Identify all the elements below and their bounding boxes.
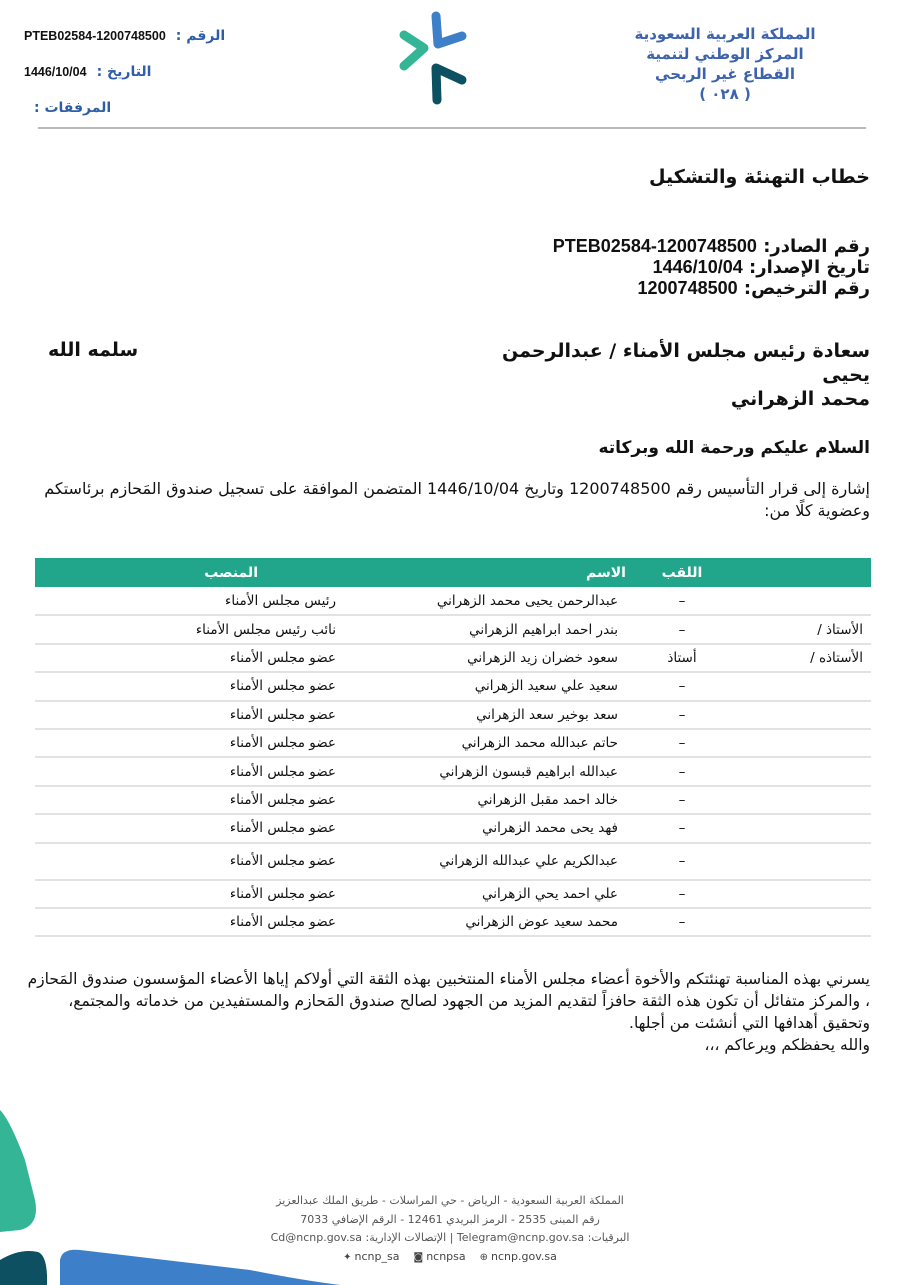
ref-number-label: الرقم : <box>175 28 226 44</box>
globe-icon: ⊕ <box>479 1251 489 1263</box>
instagram-icon: ◙ <box>413 1251 424 1263</box>
cell-title: – <box>638 615 726 643</box>
greeting: السلام عليكم ورحمة الله وبركاته <box>598 438 870 458</box>
cell-position: رئيس مجلس الأمناء <box>35 587 348 615</box>
telegram-link[interactable]: Telegram@ncnp.gov.sa <box>456 1231 585 1244</box>
cell-name: سعد بوخير سعد الزهراني <box>348 701 638 729</box>
ref-number-value: PTEB02584-1200748500 <box>24 29 166 43</box>
cell-prefix <box>726 843 871 880</box>
cell-position: نائب رئيس مجلس الأمناء <box>35 615 348 643</box>
table-row <box>35 729 871 757</box>
issue-number-value: PTEB02584-1200748500 <box>552 236 757 256</box>
cell-position: عضو مجلس الأمناء <box>35 908 348 936</box>
instagram-handle: ncnpsa <box>426 1249 466 1263</box>
cell-prefix <box>726 908 871 936</box>
license-number <box>553 278 870 299</box>
footer-address-2: رقم المبنى 2535 - الرمز البريدي 12461 - الرقم الإضافي 7033 <box>300 1212 600 1226</box>
cell-name: حاتم عبدالله محمد الزهراني <box>348 729 638 757</box>
cell-title: – <box>638 729 726 757</box>
reference-block <box>24 18 234 126</box>
cell-title: – <box>638 880 726 908</box>
cell-title: – <box>638 786 726 814</box>
twitter-handle: ncnp_sa <box>354 1249 400 1263</box>
issue-number <box>553 236 870 257</box>
addressee-line: محمد الزهراني <box>730 388 870 410</box>
cell-prefix: الأستاذه / <box>726 644 871 672</box>
cell-name: بندر احمد ابراهيم الزهراني <box>348 615 638 643</box>
organization-name <box>605 24 845 104</box>
cell-prefix <box>726 814 871 842</box>
table-row <box>35 908 871 936</box>
cell-name: محمد سعيد عوض الزهراني <box>348 908 638 936</box>
cell-prefix <box>726 587 871 615</box>
cell-title: – <box>638 587 726 615</box>
letter-references <box>553 236 870 299</box>
cell-title: – <box>638 701 726 729</box>
twitter-icon: ✦ <box>343 1251 352 1263</box>
table-row <box>35 843 871 880</box>
date-row <box>24 54 234 90</box>
cell-prefix <box>726 729 871 757</box>
cell-position: عضو مجلس الأمناء <box>35 843 348 880</box>
table-row <box>35 757 871 785</box>
column-header-position: المنصب <box>35 558 348 587</box>
org-line: القطاع غير الربحي <box>655 65 795 83</box>
license-number-value: 1200748500 <box>637 278 738 298</box>
cell-prefix <box>726 880 871 908</box>
dark-shape <box>0 1251 47 1285</box>
cell-name: عبدالكريم علي عبدالله الزهراني <box>348 843 638 880</box>
social-instagram[interactable] <box>413 1248 465 1268</box>
cell-position: عضو مجلس الأمناء <box>35 757 348 785</box>
issue-number-label: رقم الصادر: <box>763 236 870 257</box>
ncnp-logo-icon <box>396 8 478 108</box>
table-row <box>35 814 871 842</box>
signoff: والله يحفظكم ويرعاكم ،،، <box>704 1036 870 1054</box>
cell-title: – <box>638 814 726 842</box>
footer-contact <box>250 1192 650 1267</box>
column-header-title: اللقب <box>638 558 726 587</box>
org-line: المركز الوطني لتنمية <box>646 45 804 63</box>
closing-section <box>25 968 870 1056</box>
column-header-prefix <box>726 558 871 587</box>
cell-name: سعود خضران زيد الزهراني <box>348 644 638 672</box>
social-website[interactable] <box>480 1248 557 1268</box>
org-line: المملكة العربية السعودية <box>634 25 816 43</box>
social-links <box>250 1248 650 1268</box>
cell-prefix <box>726 757 871 785</box>
column-header-name: الاسم <box>348 558 638 587</box>
cell-position: عضو مجلس الأمناء <box>35 786 348 814</box>
issue-date-value: 1446/10/04 <box>652 257 743 277</box>
table-row <box>35 701 871 729</box>
addressee <box>450 339 870 411</box>
board-members-table <box>35 558 871 937</box>
teal-shape <box>0 1110 36 1232</box>
date-label: التاريخ : <box>96 64 152 80</box>
footer-contacts <box>250 1229 650 1248</box>
cell-name: سعيد علي سعيد الزهراني <box>348 672 638 700</box>
table-row <box>35 587 871 615</box>
attachments-label: المرفقات : <box>34 100 112 116</box>
attachments-row <box>24 90 234 126</box>
intro-paragraph: إشارة إلى قرار التأسيس رقم 1200748500 وتاريخ 1446/10/04 المتضمن الموافقة على تسجيل صندوق المَحازم برئاستكم وعضوية كلًا من: <box>44 479 870 520</box>
cell-title: – <box>638 908 726 936</box>
addressee-salutation: سلمه الله <box>48 339 139 361</box>
table-row <box>35 786 871 814</box>
social-twitter[interactable] <box>343 1248 399 1268</box>
cell-title: – <box>638 757 726 785</box>
date-value: 1446/10/04 <box>24 65 87 79</box>
cell-position: عضو مجلس الأمناء <box>35 814 348 842</box>
admin-email-link[interactable]: Cd@ncnp.gov.sa <box>270 1231 363 1244</box>
cell-position: عضو مجلس الأمناء <box>35 729 348 757</box>
issue-date-label: تاريخ الإصدار: <box>749 257 870 278</box>
cell-prefix <box>726 786 871 814</box>
cell-position: عضو مجلس الأمناء <box>35 701 348 729</box>
cell-name: عبدالرحمن يحيى محمد الزهراني <box>348 587 638 615</box>
table-row <box>35 880 871 908</box>
cell-title: أستاذ <box>638 644 726 672</box>
cell-name: خالد احمد مقبل الزهراني <box>348 786 638 814</box>
table-row <box>35 615 871 643</box>
table-row <box>35 644 871 672</box>
cell-position: عضو مجلس الأمناء <box>35 880 348 908</box>
cell-name: علي احمد يحي الزهراني <box>348 880 638 908</box>
table-header-row <box>35 558 871 587</box>
header-divider <box>38 127 866 129</box>
cell-position: عضو مجلس الأمناء <box>35 672 348 700</box>
cell-prefix: الأستاذ / <box>726 615 871 643</box>
cell-name: فهد يحى محمد الزهراني <box>348 814 638 842</box>
cell-title: – <box>638 843 726 880</box>
cell-name: عبدالله ابراهيم قبسون الزهراني <box>348 757 638 785</box>
website-url: ncnp.gov.sa <box>491 1249 557 1263</box>
closing-paragraph: يسرني بهذه المناسبة تهنئتكم والأخوة أعضاء مجلس الأمناء المنتخبين بهذه الثقة التي أولاكم إياها الأعضاء المؤسسون صندوق المَحازم ، والمركز متفائل أن تكون هذه الثقة حافزاً لتقديم المزيد من الجهود لصالح صندوق المَحازم والمستفيدين من خدماته والمجتمع، وتحقيق أهدافها التي أنشئت من أجلها. <box>27 970 870 1032</box>
cell-prefix <box>726 672 871 700</box>
cell-title: – <box>638 672 726 700</box>
footer-address-1: المملكة العربية السعودية - الرياض - حي المراسلات - طريق الملك عبدالعزيز <box>276 1194 624 1207</box>
table-row <box>35 672 871 700</box>
cell-prefix <box>726 701 871 729</box>
cell-position: عضو مجلس الأمناء <box>35 644 348 672</box>
letter-title: خطاب التهنئة والتشكيل <box>649 166 870 188</box>
admin-contact-label: | الإتصالات الإدارية: <box>365 1231 454 1244</box>
license-number-label: رقم الترخيص: <box>743 278 870 299</box>
addressee-line: سعادة رئيس مجلس الأمناء / عبدالرحمن يحيى <box>501 340 870 386</box>
org-code: ( ٠٢٨ ) <box>699 85 751 103</box>
ref-number-row <box>24 18 234 54</box>
contact-label: البرقيات: <box>587 1231 630 1244</box>
issue-date <box>553 257 870 278</box>
